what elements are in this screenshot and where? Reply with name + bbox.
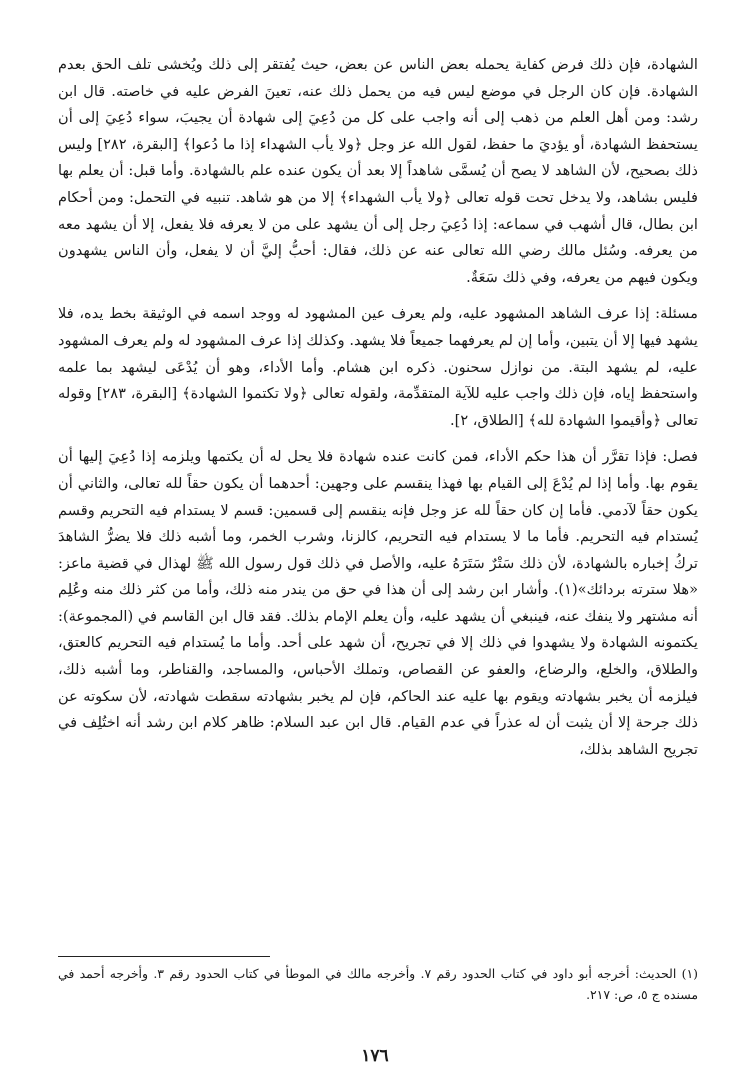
paragraph: مسئلة: إذا عرف الشاهد المشهود عليه، ولم يعرف عين المشهود له ووجد اسمه في الوثيقة بخط يده، فلا يشهد فيها إلا أن يتبين، وأما إن لم يعرفهما جميعاً فلا يشهد. وكذلك إذا عرف المشهود له ولم يعرف المشهود عليه، لم يشهد البتة. من نوازل سحنون. ذكره ابن هشام. وأما الأداء، وهو أن يُدْعَى ليشهد بما علمه واستحفظ إياه، فإن ذلك واجب عليه للآية المتقدِّمة، ولقوله تعالى ﴿ولا تكتموا الشهادة﴾ [البقرة، ٢٨٣] وقوله تعالى ﴿وأقيموا الشهادة لله﴾ [الطلاق، ٢]. <box>58 305 698 429</box>
page-number: ١٧٦ <box>361 1046 389 1066</box>
paragraph: الشهادة، فإن ذلك فرض كفاية يحمله بعض الناس عن بعض، حيث يُفتقر إلى ذلك ويُخشى تلف الحق بعدم الشهادة. فإن كان الرجل في موضع ليس فيه من يحمل ذلك عنه، تعينَ الفرض عليه في خاصته. قال ابن رشد: ومن أهل العلم من ذهب إلى أنه واجب على كل من دُعِيَ إلى شهادة أن يجيبَ، سواء دُعِيَ إلى أن يستحفظ الشهادة، أو يؤديَ ما حفظ، لقول الله عز وجل ﴿ولا يأب الشهداء إذا ما دُعوا﴾ [البقرة، ٢٨٢] وليس ذلك بصحيح، لأن الشاهد لا يصح أن يُسمَّى شاهداً إلا بعد أن يكون عنده علم بالشهادة. وأما قبل: أن يعلم بها فليس بشاهد، ولا يدخل تحت قوله تعالى ﴿ولا يأب الشهداء﴾ إلا من هو شاهد. تنبيه في التحمل: ومن أحكام ابن بطال، قال أشهب في سماعه: إذا دُعِيَ رجل إلى أن يشهد على من لا يعرفه فلا يفعل، إلا أن يشهد معه من يعرفه. وسُئل مالك رضي الله تعالى عنه عن ذلك، فقال: أحبُّ إليَّ أن لا يفعل، وأن الناس يشهدون ويكون فيهم من يعرفه، وفي ذلك سَعَةٌ. <box>58 56 698 286</box>
page-body <box>58 52 698 763</box>
footnote: (١) الحديث: أخرجه أبو داود في كتاب الحدود رقم ٧. وأخرجه مالك في الموطأ في كتاب الحدود رقم ٣. وأخرجه أحمد في مسنده ج ٥، ص: ٢١٧. <box>58 966 698 1002</box>
footnote-divider <box>58 956 270 957</box>
footnotes <box>58 956 698 1005</box>
paragraph: فصل: فإذا تقرَّر أن هذا حكم الأداء، فمن كانت عنده شهادة فلا يحل له أن يكتمها ويلزمه إذا دُعِيَ إليها أن يقوم بها. وأما إذا لم يُدْعَ إلى القيام بها فهذا ينقسم على وجهين: أحدهما أن يكون حقاً لله تعالى، والثاني أن يكون حقاً لآدمي. فأما إن كان حقاً لله عز وجل فإنه ينقسم إلى قسمين: قسم لا يستدام فيه التحريم وقسم يُستدام فيه التحريم. فأما ما لا يستدام فيه التحريم، كالزنا، وشرب الخمر، وما أشبه ذلك فلا يضرُّ الشاهدَ تركُ إخباره بالشهادة، لأن ذلك سَتْرٌ سَتَرَهُ عليه، والأصل في ذلك قول رسول الله ﷺ لهذال في قضية ماعز: «هلا سترته بردائك»(١). وأشار ابن رشد إلى أن هذا في حق من يندر منه ذلك، وأما من كثر ذلك منه وعُلِم أنه مشتهر ولا ينفك عنه، فينبغي أن يشهد عليه، وأن يعلم الإمام بذلك. فقد قال ابن القاسم في (المجموعة): يكتمونه الشهادة ولا يشهدوا في ذلك إلا في تجريح، أن شهد على أحد. وأما ما يُستدام فيه التحريم كالعتق، والطلاق، والخلع، والرضاع، والعفو عن القصاص، وتملك الأحباس، والمساجد، والقناطر، وما أشبه ذلك، فيلزمه أن يخبر بشهادته ويقوم بها عليه عند الحاكم، فإن لم يخبر بشهادته سقطت شهادته، لأن سكوته عن ذلك جرحة إلا أن يثبت أن له عذراً في عدم القيام. قال ابن عبد السلام: ظاهر كلام ابن رشد أنه اختُلِف في تجريح الشاهد بذلك، <box>58 448 698 758</box>
